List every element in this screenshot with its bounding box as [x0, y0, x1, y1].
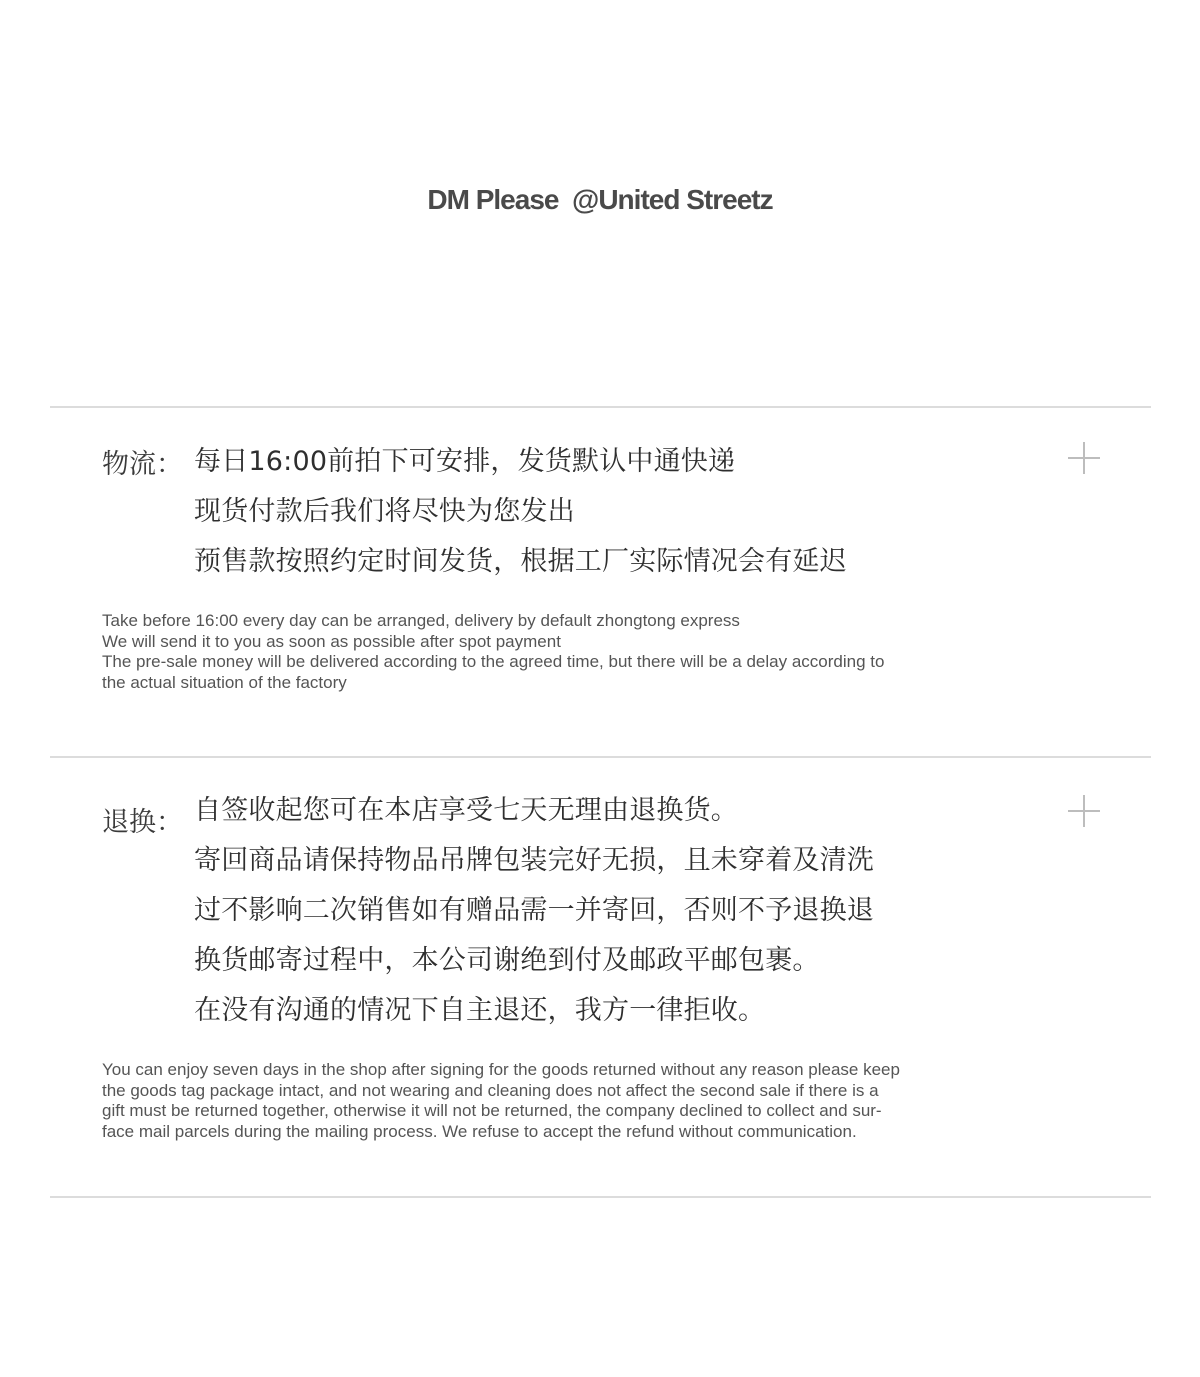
expand-logistics-plus-icon[interactable]	[1068, 442, 1100, 474]
divider-bottom	[50, 1196, 1151, 1198]
logistics-chinese-text	[194, 437, 847, 587]
returns-english-line: gift must be returned together, otherwise it will not be returned, the company declined to collect and sur-	[102, 1101, 882, 1121]
returns-line: 换货邮寄过程中，本公司谢绝到付及邮政平邮包裹。	[194, 945, 820, 976]
logistics-line: 现货付款后我们将尽快为您发出	[194, 496, 575, 527]
returns-chinese-text	[194, 786, 874, 1036]
returns-english-text	[102, 1060, 1102, 1142]
divider-top	[50, 406, 1151, 408]
returns-line: 在没有沟通的情况下自主退还，我方一律拒收。	[194, 995, 766, 1026]
returns-line: 寄回商品请保持物品吊牌包装完好无损，且未穿着及清洗	[194, 845, 874, 876]
logistics-line: 每日16:00前拍下可安排，发货默认中通快递	[194, 446, 736, 477]
logistics-english-line: We will send it to you as soon as possible after spot payment	[102, 631, 561, 651]
divider-middle	[50, 756, 1151, 758]
logistics-english-text	[102, 611, 1102, 693]
returns-english-line: face mail parcels during the mailing process. We refuse to accept the refund without communication.	[102, 1121, 857, 1141]
logistics-line: 预售款按照约定时间发货，根据工厂实际情况会有延迟	[194, 546, 847, 577]
logistics-english-line: Take before 16:00 every day can be arranged, delivery by default zhongtong express	[102, 611, 740, 630]
returns-line: 过不影响二次销售如有赠品需一并寄回，否则不予退换退	[194, 895, 874, 926]
returns-english-line: the goods tag package intact, and not wearing and cleaning does not affect the second sale if there is a	[102, 1080, 879, 1100]
logistics-label: 物流：	[102, 449, 183, 480]
returns-line: 自签收起您可在本店享受七天无理由退换货。	[194, 795, 738, 826]
expand-returns-plus-icon[interactable]	[1068, 795, 1100, 827]
returns-english-line: You can enjoy seven days in the shop after signing for the goods returned without any reason please keep	[102, 1060, 900, 1079]
logistics-english-line: The pre-sale money will be delivered according to the agreed time, but there will be a delay according to	[102, 652, 885, 672]
logistics-english-line: the actual situation of the factory	[102, 672, 347, 692]
page-title: DM Please @United Streetz	[427, 184, 773, 215]
returns-label: 退换：	[102, 807, 183, 838]
